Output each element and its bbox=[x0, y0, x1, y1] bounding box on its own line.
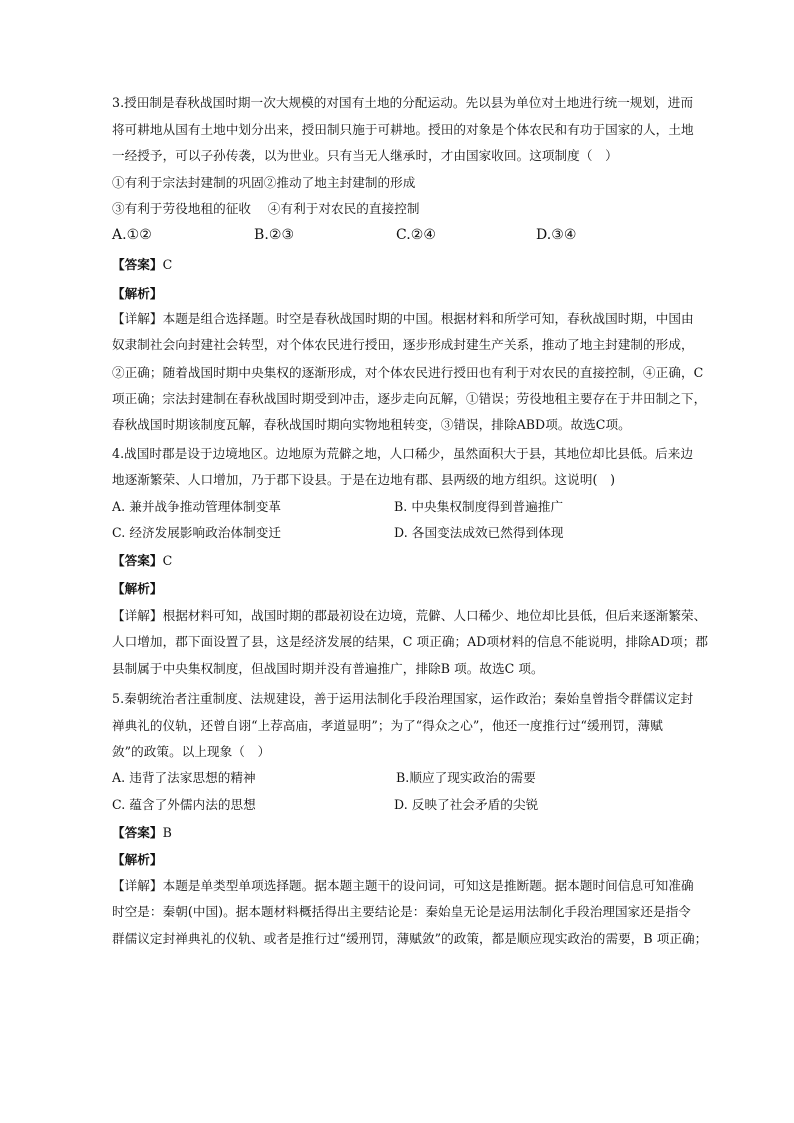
q3-detail-line-3: ②正确；随着战国时期中央集权的逐渐形成，对个体农民进行授田也有利于对农民的直接控制，④正确，C bbox=[112, 365, 704, 380]
q4-stem-line-1: 4.战国时郡是设于边境地区。边地原为荒僻之地，人口稀少，虽然面积大于县，其地位却比县低。后来边 bbox=[112, 446, 694, 461]
answer-label: 【答案】 bbox=[112, 553, 163, 568]
q3-detail-line-1: 【详解】本题是组合选择题。时空是春秋战国时期的中国。根据材料和所学可知，春秋战国时期，中国由 bbox=[112, 311, 694, 326]
q3-item-line-2: ③有利于劳役地租的征收 ④有利于对农民的直接控制 bbox=[112, 201, 420, 216]
q5-option-b: B.顺应了现实政治的需要 bbox=[396, 770, 536, 785]
q4-detail-line-3: 县制属于中央集权制度，但战国时期并没有普遍推广，排除B 项。故选C 项。 bbox=[112, 661, 544, 676]
q3-answer bbox=[112, 256, 702, 274]
q3-detail-line-4: 项正确；宗法封建制在春秋战国时期受到冲击，逐步走向瓦解，①错误；劳役地租主要存在于井田制之下， bbox=[112, 391, 707, 406]
q3-detail-line-2: 奴隶制社会向封建社会转型，对个体农民进行授田，逐步形成封建生产关系，推动了地主封建制的形成， bbox=[112, 337, 694, 352]
q5-analysis-label: 【解析】 bbox=[112, 852, 163, 867]
answer-value: C bbox=[162, 553, 173, 568]
q4-detail-line-2: 人口增加，郡下面设置了县，这是经济发展的结果，C 项正确；AD项材料的信息不能说明，排除AD项；郡 bbox=[112, 634, 709, 649]
q5-option-d: D. 反映了社会矛盾的尖锐 bbox=[394, 797, 539, 812]
q3-stem-line-2: 将可耕地从国有土地中划分出来，授田制只施于可耕地。授田的对象是个体农民和有功于国家的人，土地 bbox=[112, 122, 694, 137]
q4-analysis-label: 【解析】 bbox=[112, 581, 163, 596]
q3-stem-line-3: 一经授予，可以子孙传袭，以为世业。只有当无人继承时，才由国家收回。这项制度（ ） bbox=[112, 148, 618, 163]
q5-option-a: A. 违背了法家思想的精神 bbox=[112, 770, 256, 785]
q5-stem-line-1: 5.秦朝统治者注重制度、法规建设，善于运用法制化手段治理国家，运作政治；秦始皇曾指令群儒议定封 bbox=[112, 691, 694, 706]
q5-option-c: C. 蕴含了外儒内法的思想 bbox=[112, 797, 256, 812]
q4-option-d: D. 各国变法成效已然得到体现 bbox=[394, 525, 564, 540]
answer-label: 【答案】 bbox=[112, 257, 163, 272]
q5-detail-line-1: 【详解】本题是单类型单项选择题。据本题主题干的设问词，可知这是推断题。据本题时间信息可知准确 bbox=[112, 878, 694, 893]
q4-option-a: A. 兼并战争推动管理体制变革 bbox=[112, 499, 281, 514]
q4-option-b: B. 中央集权制度得到普遍推广 bbox=[394, 499, 564, 514]
q4-stem-line-2: 地逐渐繁荣、人口增加，乃于郡下设县。于是在边地有郡、县两级的地方组织。这说明( ) bbox=[112, 472, 616, 487]
q3-analysis-label: 【解析】 bbox=[112, 286, 163, 301]
q5-detail-line-3: 群儒议定封禅典礼的仪轨、或者是推行过“缓刑罚，薄赋敛”的政策，都是顺应现实政治的需要，B 项正确； bbox=[112, 931, 708, 946]
q5-detail-line-2: 时空是：秦朝(中国)。据本题材料概括得出主要结论是：秦始皇无论是运用法制化手段治理国家还是指令 bbox=[112, 904, 691, 919]
q3-detail-line-5: 春秋战国时期该制度瓦解，春秋战国时期向实物地租转变，③错误，排除ABD项。故选C项。 bbox=[112, 417, 631, 432]
q5-stem-line-3: 敛”的政策。以上现象（ ） bbox=[112, 744, 271, 759]
q5-stem-line-2: 禅典礼的仪轨，还曾自诩“上荐高庙，孝道显明”；为了“得众之心”，他还一度推行过“缓刑罚，薄赋 bbox=[112, 718, 663, 733]
answer-value: C bbox=[162, 257, 173, 272]
answer-label: 【答案】 bbox=[112, 825, 163, 840]
q3-option-a: A.①② bbox=[112, 227, 152, 243]
q3-option-b: B.②③ bbox=[254, 227, 295, 243]
q4-answer bbox=[112, 552, 702, 570]
q4-option-c: C. 经济发展影响政治体制变迁 bbox=[112, 525, 282, 540]
q3-option-d: D.③④ bbox=[536, 227, 577, 243]
q3-stem-line-1: 3.授田制是春秋战国时期一次大规模的对国有土地的分配运动。先以县为单位对土地进行统一规划，进而 bbox=[112, 95, 694, 110]
answer-value: B bbox=[162, 825, 172, 840]
q4-detail-line-1: 【详解】根据材料可知，战国时期的郡最初设在边境，荒僻、人口稀少、地位却比县低，但后来逐渐繁荣、 bbox=[112, 608, 707, 623]
q3-item-line-1: ①有利于宗法封建制的巩固②推动了地主封建制的形成 bbox=[112, 175, 416, 190]
q5-answer bbox=[112, 824, 702, 842]
q3-option-c: C.②④ bbox=[396, 227, 436, 243]
